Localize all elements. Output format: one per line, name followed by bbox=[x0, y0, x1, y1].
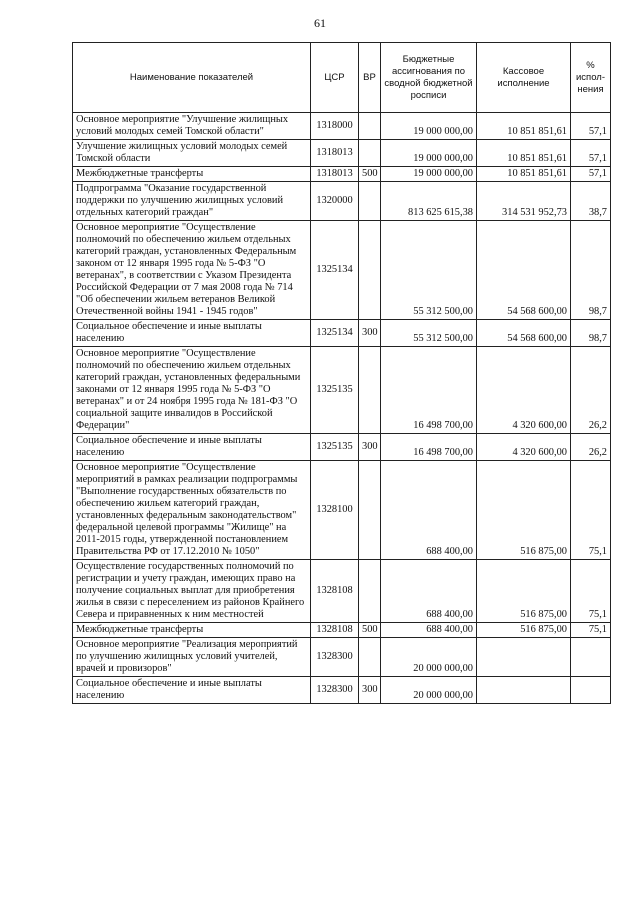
row-budget: 55 312 500,00 bbox=[381, 320, 477, 347]
row-name: Улучшение жилищных условий молодых семей Томской области bbox=[73, 140, 311, 167]
row-budget: 19 000 000,00 bbox=[381, 140, 477, 167]
row-kassa: 4 320 600,00 bbox=[477, 347, 571, 434]
header-vr: ВР bbox=[359, 43, 381, 113]
row-csr: 1328108 bbox=[311, 560, 359, 623]
row-name: Осуществление государственных полномочий по регистрации и учету граждан, имеющих право на получение социальных выплат для приобретения жилья в связи с переселением из районов Крайнего Севера и приравненных к ним местностей bbox=[73, 560, 311, 623]
row-vr bbox=[359, 221, 381, 320]
row-vr: 500 bbox=[359, 623, 381, 638]
row-vr bbox=[359, 182, 381, 221]
row-pct bbox=[571, 638, 611, 677]
row-pct bbox=[571, 677, 611, 704]
row-kassa bbox=[477, 677, 571, 704]
row-csr: 1328100 bbox=[311, 461, 359, 560]
row-csr: 1328300 bbox=[311, 677, 359, 704]
table-row bbox=[73, 167, 611, 182]
row-name: Подпрограмма "Оказание государственной поддержки по улучшению жилищных условий отдельных категорий граждан" bbox=[73, 182, 311, 221]
row-vr bbox=[359, 461, 381, 560]
row-vr bbox=[359, 140, 381, 167]
row-kassa: 516 875,00 bbox=[477, 461, 571, 560]
row-csr: 1318000 bbox=[311, 113, 359, 140]
table-row bbox=[73, 347, 611, 434]
row-pct: 38,7 bbox=[571, 182, 611, 221]
table-row bbox=[73, 182, 611, 221]
row-kassa: 10 851 851,61 bbox=[477, 113, 571, 140]
row-budget: 20 000 000,00 bbox=[381, 677, 477, 704]
row-csr: 1328300 bbox=[311, 638, 359, 677]
row-kassa: 54 568 600,00 bbox=[477, 320, 571, 347]
row-vr: 500 bbox=[359, 167, 381, 182]
row-kassa: 10 851 851,61 bbox=[477, 140, 571, 167]
header-kassa: Кассовое исполнение bbox=[477, 43, 571, 113]
table-row bbox=[73, 623, 611, 638]
row-vr bbox=[359, 560, 381, 623]
row-name: Межбюджетные трансферты bbox=[73, 167, 311, 182]
row-pct: 75,1 bbox=[571, 560, 611, 623]
row-vr: 300 bbox=[359, 677, 381, 704]
header-csr: ЦСР bbox=[311, 43, 359, 113]
row-vr bbox=[359, 638, 381, 677]
table-row bbox=[73, 113, 611, 140]
row-pct: 57,1 bbox=[571, 140, 611, 167]
row-name: Основное мероприятие "Реализация мероприятий по улучшению жилищных условий учителей, врачей и провизоров" bbox=[73, 638, 311, 677]
table-row bbox=[73, 140, 611, 167]
table-row bbox=[73, 677, 611, 704]
row-pct: 57,1 bbox=[571, 167, 611, 182]
row-vr: 300 bbox=[359, 320, 381, 347]
header-pct: % испол-нения bbox=[571, 43, 611, 113]
row-name: Социальное обеспечение и иные выплаты населению bbox=[73, 434, 311, 461]
header-name: Наименование показателей bbox=[73, 43, 311, 113]
row-vr bbox=[359, 347, 381, 434]
row-pct: 26,2 bbox=[571, 434, 611, 461]
table-row bbox=[73, 638, 611, 677]
row-budget: 19 000 000,00 bbox=[381, 167, 477, 182]
row-vr bbox=[359, 113, 381, 140]
row-name: Социальное обеспечение и иные выплаты населению bbox=[73, 677, 311, 704]
row-kassa bbox=[477, 638, 571, 677]
row-budget: 688 400,00 bbox=[381, 461, 477, 560]
row-name: Основное мероприятие "Улучшение жилищных условий молодых семей Томской области" bbox=[73, 113, 311, 140]
row-budget: 16 498 700,00 bbox=[381, 347, 477, 434]
row-name: Основное мероприятие "Осуществление полномочий по обеспечению жильем отдельных категорий граждан, установленных Федеральным законом от 12 января 1995 года № 5-ФЗ "О ветеранах", в соответствии с Указом Президента Российской Федерации от 7 мая 2008 года № 714 "Об обеспечении жильем ветеранов Великой Отечественной войны 1941 - 1945 годов" bbox=[73, 221, 311, 320]
row-csr: 1318013 bbox=[311, 140, 359, 167]
row-name: Межбюджетные трансферты bbox=[73, 623, 311, 638]
row-budget: 813 625 615,38 bbox=[381, 182, 477, 221]
row-name: Основное мероприятие "Осуществление полномочий по обеспечению жильем отдельных категорий граждан, установленных федеральными законами от 12 января 1995 года № 5-ФЗ "О ветеранах" и от 24 ноября 1995 года № 181-ФЗ "О социальной защите инвалидов в Российской Федерации" bbox=[73, 347, 311, 434]
row-pct: 98,7 bbox=[571, 320, 611, 347]
table-row bbox=[73, 320, 611, 347]
row-budget: 19 000 000,00 bbox=[381, 113, 477, 140]
row-pct: 98,7 bbox=[571, 221, 611, 320]
row-pct: 57,1 bbox=[571, 113, 611, 140]
row-kassa: 4 320 600,00 bbox=[477, 434, 571, 461]
row-kassa: 314 531 952,73 bbox=[477, 182, 571, 221]
row-csr: 1325134 bbox=[311, 320, 359, 347]
row-budget: 55 312 500,00 bbox=[381, 221, 477, 320]
row-csr: 1328108 bbox=[311, 623, 359, 638]
row-name: Социальное обеспечение и иные выплаты населению bbox=[73, 320, 311, 347]
row-budget: 20 000 000,00 bbox=[381, 638, 477, 677]
budget-execution-table bbox=[72, 42, 611, 704]
header-budget: Бюджетные ассигнования по сводной бюджетной росписи bbox=[381, 43, 477, 113]
row-kassa: 516 875,00 bbox=[477, 623, 571, 638]
row-csr: 1325135 bbox=[311, 434, 359, 461]
row-vr: 300 bbox=[359, 434, 381, 461]
row-name: Основное мероприятие "Осуществление мероприятий в рамках реализации подпрограммы "Выполнение государственных обязательств по обеспечению жильем категорий граждан, установленных федеральным законодательством" федеральной целевой программы "Жилище" на 2011-2015 годы, утвержденной постановлением Правительства РФ от 17.12.2010 № 1050" bbox=[73, 461, 311, 560]
table-header-row bbox=[73, 43, 611, 113]
table-row bbox=[73, 560, 611, 623]
row-csr: 1318013 bbox=[311, 167, 359, 182]
table-row bbox=[73, 434, 611, 461]
row-pct: 26,2 bbox=[571, 347, 611, 434]
page-number: 61 bbox=[314, 16, 326, 30]
row-kassa: 54 568 600,00 bbox=[477, 221, 571, 320]
row-kassa: 516 875,00 bbox=[477, 560, 571, 623]
row-pct: 75,1 bbox=[571, 623, 611, 638]
table-row bbox=[73, 461, 611, 560]
row-csr: 1320000 bbox=[311, 182, 359, 221]
row-budget: 688 400,00 bbox=[381, 623, 477, 638]
table-row bbox=[73, 221, 611, 320]
row-csr: 1325135 bbox=[311, 347, 359, 434]
row-pct: 75,1 bbox=[571, 461, 611, 560]
table-body bbox=[73, 113, 611, 704]
row-budget: 16 498 700,00 bbox=[381, 434, 477, 461]
row-csr: 1325134 bbox=[311, 221, 359, 320]
row-budget: 688 400,00 bbox=[381, 560, 477, 623]
row-kassa: 10 851 851,61 bbox=[477, 167, 571, 182]
